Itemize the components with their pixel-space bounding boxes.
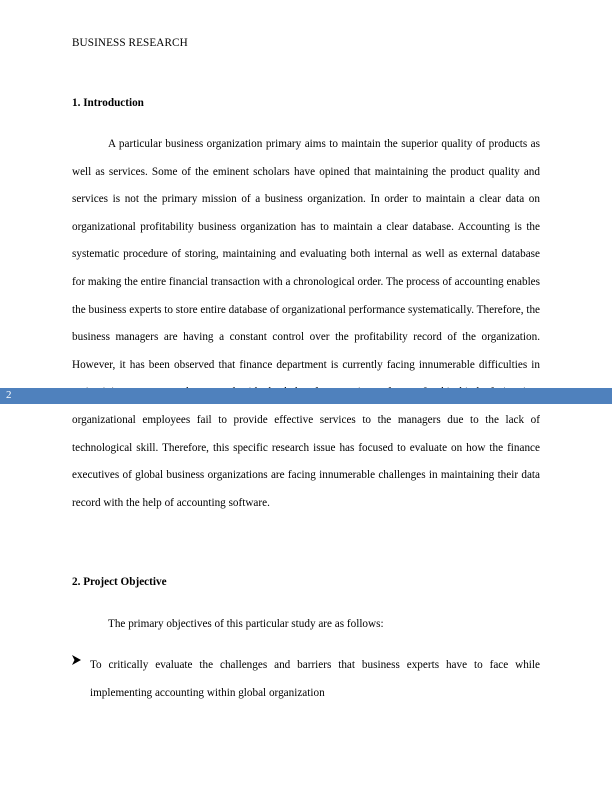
arrowhead-bullet-icon	[72, 655, 82, 665]
page-number: 2	[6, 389, 12, 401]
running-header: BUSINESS RESEARCH	[72, 37, 188, 49]
introduction-paragraph: A particular business organization primary aims to maintain the superior quality of products as well as services. Some of the eminent scholars have opined that maintaining the product quality and services is not the primary mission of a business organization. In order to maintain a clear data on organizational profitability business organization has to maintain a clear database. Accounting is the systematic procedure of storing, maintaining and evaluating both internal as well as external database for making the entire financial transaction with a chronological order. The process of accounting enables the business experts to store entire database of organizational performance systematically. Therefore, the business managers are having a constant control over the profitability record of the organization. However, it has been observed that finance department is currently facing innumerable difficulties in organizational employees fail to provide effective services to the managers due to the lack of technological skill. Therefore, this specific research issue has focused to evaluate on how the finance executives of global business organizations are facing innumerable challenges in maintaining their data record with the help of accounting software.	[72, 138, 540, 509]
section-heading-introduction: 1. Introduction	[72, 97, 144, 109]
page-number-band	[0, 388, 612, 404]
objectives-intro-paragraph: The primary objectives of this particular study are as follows:	[108, 618, 384, 630]
objective-bullet-item	[72, 652, 540, 707]
section-heading-project-objective: 2. Project Objective	[72, 576, 167, 588]
objective-bullet-text: To critically evaluate the challenges and barriers that business experts have to face while implementing accounting within global organization	[90, 659, 540, 699]
